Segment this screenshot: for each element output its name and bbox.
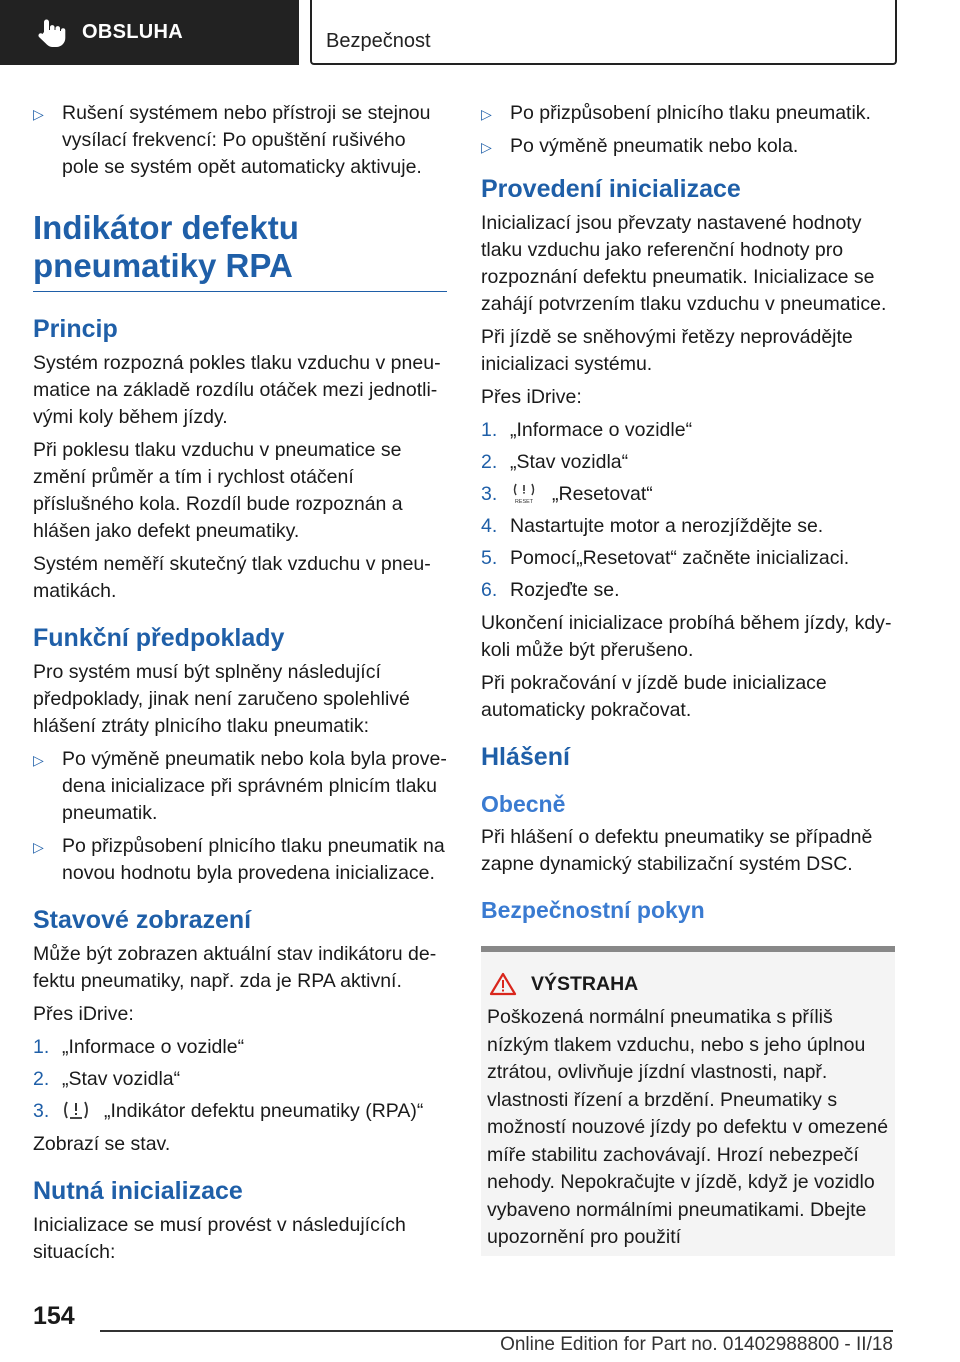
edition-note: Online Edition for Part no. 01402988800 - II/18 bbox=[500, 1334, 893, 1355]
chapter-tab bbox=[310, 0, 897, 65]
messages-heading: Hlášení bbox=[481, 743, 570, 771]
paragraph: Při pokračování v jízdě bude inicializace automaticky pokračovat. bbox=[481, 672, 827, 721]
section-label: OBSLUHA bbox=[82, 21, 183, 43]
list-item bbox=[481, 577, 895, 604]
step-number: 4. bbox=[481, 515, 498, 537]
list-item bbox=[481, 481, 895, 508]
step-text: „Informace o vozidle“ bbox=[62, 1036, 245, 1058]
step-number: 1. bbox=[481, 419, 498, 441]
warning-title bbox=[487, 972, 889, 996]
init-situations-list bbox=[481, 100, 895, 160]
safety-heading: Bezpečnostní pokyn bbox=[481, 897, 705, 923]
right-column bbox=[481, 100, 895, 1256]
warning-text: Poškozená normální pneumatika s příliš nízkým tlakem vzduchu, nebo s jeho úplnou ztrátou, ovlivňuje jízdní vlastnosti, např. vlastnosti řízení a brzdění. Pneumatiky s možností nouzové jízdy po defektu v omezené míře stabilitu zachovávají. Hrozí nebezpečí nehody. Nepokračujte v jízdě, když je vozidlo vybaveno normálními pneumatikami. Dbejte upozornění pro použití bbox=[487, 1006, 889, 1248]
step-text: Rozjeďte se. bbox=[510, 579, 620, 601]
intro-list bbox=[33, 100, 447, 181]
hand-pointer-icon bbox=[38, 18, 66, 48]
paragraph: Přes iDrive: bbox=[33, 1003, 134, 1025]
status-steps bbox=[33, 1034, 447, 1125]
step-text: „Informace o vozidle“ bbox=[510, 419, 693, 441]
paragraph: Přes iDrive: bbox=[481, 386, 582, 408]
step-text: „Indikátor defektu pneumatiky (RPA)“ bbox=[104, 1100, 424, 1122]
tire-warning-icon bbox=[62, 1099, 90, 1121]
left-column bbox=[33, 100, 447, 1272]
step-number: 3. bbox=[481, 483, 498, 505]
step-text: Nastartujte motor a nerozjíždějte se. bbox=[510, 515, 824, 537]
warning-triangle-icon bbox=[489, 972, 517, 996]
step-text: „Resetovat“ bbox=[552, 483, 653, 505]
main-title: Indikátor defektu pneumatiky RPA bbox=[33, 209, 447, 292]
paragraph: Při hlášení o defektu pneumatiky se případně zapne dynamický stabilizační systém DSC. bbox=[481, 826, 873, 875]
list-item bbox=[481, 449, 895, 476]
list-item: ▷ Po přizpůsobení plnicího tlaku pneumatik. bbox=[481, 100, 895, 127]
init-required-heading: Nutná inicializace bbox=[33, 1177, 243, 1205]
reset-icon bbox=[510, 482, 538, 504]
prerequisites-heading: Funkční předpoklady bbox=[33, 624, 285, 652]
list-item bbox=[33, 1034, 447, 1061]
list-item bbox=[33, 1066, 447, 1093]
step-number: 6. bbox=[481, 579, 498, 601]
reset-icon-text: RESET bbox=[514, 499, 534, 504]
prerequisites-list bbox=[33, 746, 447, 887]
chapter-label: Bezpečnost bbox=[326, 30, 431, 52]
paragraph: Při poklesu tlaku vzduchu v pneumatice se změní průměr a tím i rychlost otáčení příslušného kola. Rozdíl bude rozpoznán a hlášen jako defekt pneumatiky. bbox=[33, 439, 403, 542]
warning-box bbox=[481, 946, 895, 1256]
paragraph: Systém neměří skutečný tlak vzduchu v pneumatikách. bbox=[33, 553, 431, 602]
step-text: „Stav vozidla“ bbox=[62, 1068, 181, 1090]
status-heading: Stavové zobrazení bbox=[33, 906, 252, 934]
paragraph: Při jízdě se sněhovými řetězy neprovádějte inicializaci systému. bbox=[481, 326, 853, 375]
page-number: 154 bbox=[33, 1302, 75, 1330]
paragraph: Ukončení inicializace probíhá během jízdy, kdykoli může být přerušeno. bbox=[481, 612, 892, 661]
list-item: ▷ Rušení systémem nebo přístroji se stejnou vysílací frekvencí: Po opuštění rušivého pole se systém opět automaticky aktivuje. bbox=[33, 100, 447, 181]
list-item bbox=[481, 513, 895, 540]
list-item bbox=[33, 1098, 447, 1125]
step-text: „Stav vozidla“ bbox=[510, 451, 629, 473]
list-item bbox=[481, 417, 895, 444]
step-number: 3. bbox=[33, 1100, 50, 1122]
step-number: 5. bbox=[481, 547, 498, 569]
paragraph: Pro systém musí být splněny následující předpoklady, jinak není zaručeno spolehlivé hlášení ztráty plnicího tlaku pneumatik: bbox=[33, 661, 410, 737]
page-footer bbox=[0, 1290, 960, 1362]
paragraph: Inicializací jsou převzaty nastavené hodnoty tlaku vzduchu jako referenční hodnoty pro rozpoznání defektu pneumatik. Inicializace se zahájí potvrzením tlaku vzduchu v pneumatice. bbox=[481, 212, 887, 315]
list-item: ▷ Po přizpůsobení plnicího tlaku pneumatik na novou hodnotu byla provedena inicializace. bbox=[33, 833, 447, 887]
init-steps bbox=[481, 417, 895, 604]
footer-divider bbox=[100, 1330, 893, 1332]
paragraph: Zobrazí se stav. bbox=[33, 1133, 171, 1155]
init-heading: Provedení inicializace bbox=[481, 175, 741, 203]
principle-heading: Princip bbox=[33, 315, 118, 343]
step-number: 1. bbox=[33, 1036, 50, 1058]
paragraph: Systém rozpozná pokles tlaku vzduchu v pneumatice na základě rozdílu otáček mezi jednotlivými koly během jízdy. bbox=[33, 352, 441, 428]
step-text: Pomocí„Resetovat“ začněte inicializaci. bbox=[510, 547, 850, 569]
warning-label: VÝSTRAHA bbox=[531, 972, 639, 995]
general-heading: Obecně bbox=[481, 791, 566, 817]
section-tab bbox=[0, 0, 299, 65]
paragraph: Inicializace se musí provést v následujících situacích: bbox=[33, 1214, 406, 1263]
step-number: 2. bbox=[33, 1068, 50, 1090]
list-item bbox=[481, 545, 895, 572]
list-item: ▷ Po výměně pneumatik nebo kola byla provedena inicializace při správném plnicím tlaku pneumatik. bbox=[33, 746, 447, 827]
paragraph: Může být zobrazen aktuální stav indikátoru defektu pneumatiky, např. zda je RPA aktivní. bbox=[33, 943, 437, 992]
list-item: ▷ Po výměně pneumatik nebo kola. bbox=[481, 133, 895, 160]
step-number: 2. bbox=[481, 451, 498, 473]
